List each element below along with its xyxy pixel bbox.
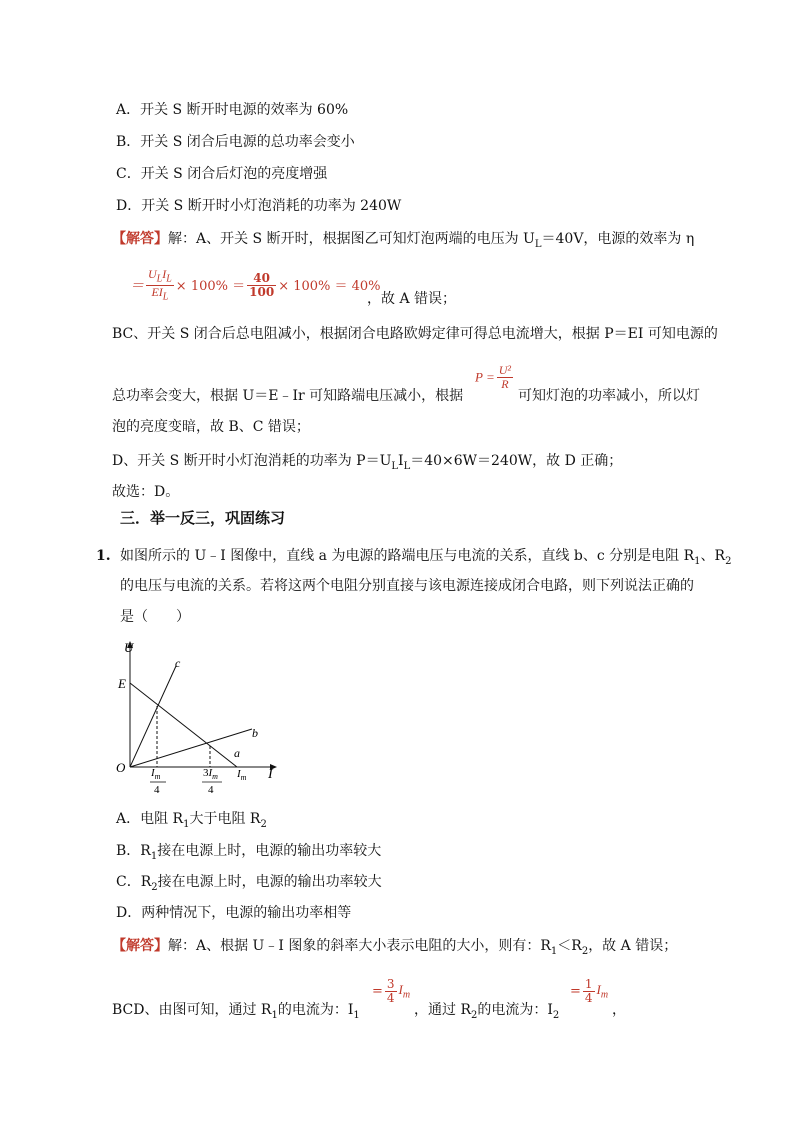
answer-tag: 【解答】	[112, 231, 168, 247]
e-label: E	[118, 676, 126, 691]
subscript: 2	[471, 1009, 478, 1021]
im-label: $I_m$	[237, 768, 247, 782]
ui-graph	[110, 636, 290, 800]
question-line-2: 的电压与电流的关系。若将这两个电阻分别直接与该电源连接成闭合电路，则下列说法正确的	[120, 578, 694, 594]
answer-text: 的电流为：I	[277, 1002, 354, 1018]
eq-text: m	[600, 989, 609, 1001]
question-text: 如图所示的 U﹣I 图像中，直线 a 为电源的路端电压与电流的关系，直线 b、c 分别是电阻 R	[120, 548, 695, 564]
eq-text: L	[162, 291, 169, 303]
q1-answer-line-2a	[112, 1000, 360, 1026]
bc-line-3: 泡的亮度变暗，故 B、C 错误；	[112, 419, 310, 435]
choose-line: 故选：D。	[112, 484, 180, 500]
answer-text: ＜R	[557, 938, 582, 954]
question-line-1	[120, 546, 731, 572]
eq-text: EI	[151, 285, 163, 300]
formula-text: R	[501, 377, 509, 391]
answer-line-1	[112, 229, 694, 255]
option-a: A．开关 S 断开时电源的效率为 60%	[116, 102, 349, 118]
efficiency-equation	[130, 268, 381, 304]
bc-line-2a: 总功率会变大，根据 U＝E﹣Ir 可知路端电压减小，根据	[112, 388, 464, 404]
power-formula	[475, 364, 515, 391]
subscript: 1	[694, 555, 701, 567]
q1-option-a	[116, 809, 267, 835]
subscript: 1	[550, 945, 558, 957]
eq-text: 40	[247, 272, 276, 286]
subscript: 2	[151, 881, 158, 893]
bc-line-2b: 可知灯泡的功率减小，所以灯	[518, 388, 700, 404]
answer-text: 解：A、根据 U﹣I 图象的斜率大小表示电阻的大小，则有：R	[168, 938, 551, 954]
three-quarter-den: 4	[208, 784, 214, 796]
answer-text: I	[398, 453, 404, 469]
option-text: 接在电源上时，电源的输出功率较大	[157, 874, 382, 890]
current-eq-2	[570, 978, 608, 1005]
answer-text: 解：A、开关 S 断开时，根据图乙可知灯泡两端的电压为 U	[168, 231, 535, 247]
origin-label: O	[116, 760, 126, 775]
option-text: A．电阻 R	[116, 811, 184, 827]
option-text: B．R	[116, 843, 151, 859]
i-axis-label: I	[268, 767, 273, 782]
option-c: C．开关 S 闭合后灯泡的亮度增强	[116, 166, 328, 182]
eq-var	[398, 982, 411, 1001]
question-line-3: 是（ ）	[120, 609, 190, 625]
eq-text: 1	[584, 977, 593, 991]
subscript: 1	[353, 1009, 360, 1021]
c-label: c	[175, 656, 181, 670]
u-axis-label: U	[124, 640, 134, 655]
eq-text: 4	[386, 991, 395, 1005]
eq-text: L	[166, 273, 172, 285]
subscript: L	[391, 460, 399, 472]
quarter-num: $I_m$	[151, 767, 161, 781]
q1-answer-line-2b	[414, 1000, 559, 1026]
line-c	[130, 666, 176, 767]
eq-text: I	[398, 982, 403, 998]
subscript: 1	[271, 1009, 278, 1021]
answer-text: D、开关 S 断开时小灯泡消耗的功率为 P＝U	[112, 453, 392, 469]
q1-option-d: D．两种情况下，电源的输出功率相等	[116, 905, 352, 921]
eq-mid: × 100% ＝	[175, 278, 246, 294]
eq-prefix: ＝	[130, 278, 144, 294]
line-a	[130, 683, 237, 767]
eq-fraction	[583, 978, 595, 1005]
d-line	[112, 451, 622, 477]
b-label: b	[252, 726, 258, 740]
subscript: 1	[183, 818, 190, 830]
subscript: 2	[581, 945, 589, 957]
eq-fraction	[385, 978, 397, 1005]
eq-text: 100	[249, 285, 275, 300]
option-text: 接在电源上时，电源的输出功率较大	[157, 843, 382, 859]
question-text: 、R	[700, 548, 726, 564]
formula-text: P =	[475, 369, 495, 385]
eq-after: ，故 A 错误；	[367, 291, 457, 307]
eq-text: 4	[584, 991, 593, 1005]
answer-text: ＝40×6W＝240W，故 D 正确；	[410, 453, 623, 469]
eq-fraction-2	[247, 272, 276, 299]
eq-tail: × 100% ＝ 40%	[278, 278, 381, 294]
eq-text: =	[372, 984, 383, 999]
eq-var	[596, 982, 609, 1001]
answer-text: 的电流为：I	[477, 1002, 553, 1018]
subscript: L	[534, 238, 542, 250]
quarter-den: 4	[154, 784, 160, 796]
three-quarter-num: $3I_m$	[203, 767, 218, 781]
bc-line-1: BC、开关 S 闭合后总电阻减小，根据闭合电路欧姆定律可得总电流增大，根据 P＝EI 可知电源的	[112, 326, 718, 342]
eq-text: U	[148, 267, 157, 281]
q1-option-c	[116, 872, 382, 898]
q1-answer-line-1	[112, 936, 677, 962]
answer-tag: 【解答】	[112, 938, 168, 954]
eq-fraction-1	[146, 268, 174, 304]
option-b: B．开关 S 闭合后电源的总功率会变小	[116, 134, 355, 150]
subscript: 2	[260, 818, 267, 830]
formula-text: U²	[498, 363, 511, 377]
eq-text: =	[570, 984, 581, 999]
section-title: 三．举一反三，巩固练习	[120, 509, 286, 527]
current-eq-1	[372, 978, 410, 1005]
answer-text: ＝40V，电源的效率为 η	[541, 231, 695, 247]
question-number: 1.	[96, 548, 111, 564]
option-text: C．R	[116, 874, 152, 890]
eq-text: L	[156, 273, 163, 285]
eq-text: I	[162, 267, 167, 281]
subscript: 2	[725, 555, 732, 567]
eq-text: 3	[386, 977, 395, 991]
subscript: 1	[150, 850, 158, 862]
option-d: D．开关 S 断开时小灯泡消耗的功率为 240W	[116, 198, 402, 214]
q1-option-b	[116, 841, 381, 867]
subscript: L	[403, 460, 411, 472]
eq2-tail: ，	[612, 1002, 626, 1018]
eq-text: I	[596, 982, 601, 998]
answer-text: ，通过 R	[414, 1002, 471, 1018]
answer-text: BCD、由图可知，通过 R	[112, 1002, 272, 1018]
option-text: 大于电阻 R	[189, 811, 261, 827]
subscript: 2	[552, 1009, 560, 1021]
formula-fraction	[497, 364, 513, 391]
a-label: a	[234, 746, 240, 760]
answer-text: ，故 A 错误；	[588, 938, 678, 954]
eq-text: m	[402, 989, 411, 1001]
